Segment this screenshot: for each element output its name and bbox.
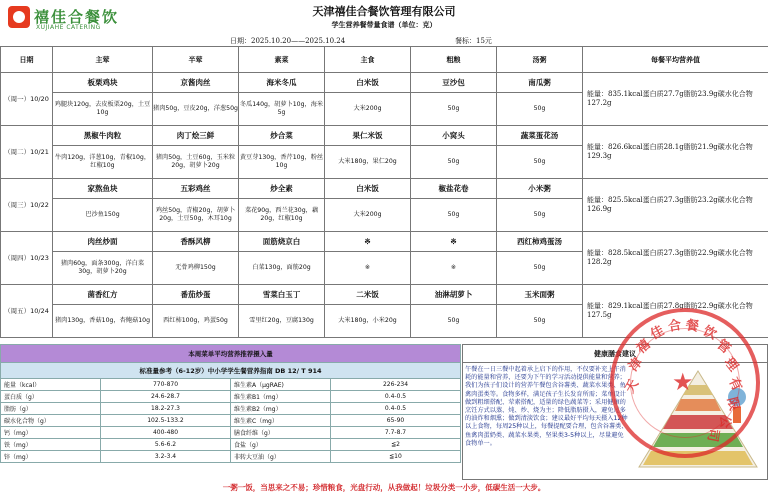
ingredient-amount: 大米180g，小米20g — [325, 305, 411, 338]
column-header: 日期 — [1, 47, 53, 73]
dish-row — [1, 179, 768, 199]
nutrient-value: ≦2 — [331, 439, 461, 451]
table-row — [1, 427, 461, 439]
nutrient-value: 18.2-27.3 — [101, 403, 231, 415]
nutrient-table-title: 本周菜单平均营养推荐摄入量 — [1, 345, 461, 363]
header — [0, 0, 768, 48]
seal-text-glyph: 合 — [667, 317, 683, 335]
menu-subtitle: 学生营养餐带量食谱（单位：克） — [331, 20, 437, 29]
ingredient-amount: 50g — [497, 305, 583, 338]
dish-row — [1, 73, 768, 93]
nutrient-value: 7.7-8.7 — [331, 427, 461, 439]
dish-row — [1, 285, 768, 305]
nutrient-standard-row — [1, 363, 461, 379]
footer-slogan: 一粥一饭，当思来之不易；珍惜粮食，光盘行动，从我做起！垃圾分类一小步，低碳生活一大步。 — [222, 483, 546, 492]
weekly-menu-table — [0, 46, 768, 338]
table-row — [1, 379, 461, 391]
day-label: （周二）10/21 — [1, 126, 53, 179]
seal-text-glyph: 禧 — [633, 337, 654, 357]
dish-name: 炒全素 — [239, 179, 325, 199]
ingredient-amount: 西红柿100g，鸡蛋50g — [153, 305, 239, 338]
nutrient-value: 770-870 — [101, 379, 231, 391]
table-header-row — [1, 47, 768, 73]
nutrient-label: 维生素B1（mg） — [231, 391, 331, 403]
column-header: 主荤 — [53, 47, 153, 73]
dish-name: 玉米面粥 — [497, 285, 583, 305]
dish-name: ※ — [411, 232, 497, 252]
nutrient-reference-table — [0, 344, 461, 463]
nutrient-label: 铁（mg） — [1, 439, 101, 451]
day-label: （周四）10/23 — [1, 232, 53, 285]
nutrient-value: ≦10 — [331, 451, 461, 463]
dish-name: 菌香红方 — [53, 285, 153, 305]
ingredient-amount: 白菜130g，面筋20g — [239, 252, 325, 285]
ingredient-amount: 猪肉60g，面条300g，洋白菜30g，胡萝卜20g — [53, 252, 153, 285]
ingredient-amount: 无骨鸡柳150g — [153, 252, 239, 285]
day-label: （周一）10/20 — [1, 73, 53, 126]
ingredient-amount: 牛肉120g，洋葱10g，青椒10g，红椒10g — [53, 146, 153, 179]
ingredient-amount: 黄豆芽130g，香芹10g，粉丝10g — [239, 146, 325, 179]
ingredient-amount: 猪肉130g，香菇10g，杏鲍菇10g — [53, 305, 153, 338]
ingredient-amount: 冬瓜140g，胡萝卜10g，海米5g — [239, 93, 325, 126]
nutrient-label: 钙（mg） — [1, 427, 101, 439]
dish-name: 香酥风柳 — [153, 232, 239, 252]
nutrition-value: 能量：835.1kcal蛋白质27.7g脂肪23.9g碳水化合物127.2g — [583, 73, 768, 126]
nutrient-label: 维生素A（μgRAE) — [231, 379, 331, 391]
seal-text-glyph: 司 — [704, 427, 722, 443]
nutrient-value: 3.2-3.4 — [101, 451, 231, 463]
ingredient-amount: ※ — [411, 252, 497, 285]
ingredient-amount: 50g — [497, 93, 583, 126]
dish-row — [1, 126, 768, 146]
nutrient-label: 能量（kcal） — [1, 379, 101, 391]
dish-name: 五彩鸡丝 — [153, 179, 239, 199]
nutrient-value: 226-234 — [331, 379, 461, 391]
nutrient-label: 锌（mg） — [1, 451, 101, 463]
dish-name: 番茄炒蛋 — [153, 285, 239, 305]
dish-name: 京酱肉丝 — [153, 73, 239, 93]
dish-name: 白米饭 — [325, 179, 411, 199]
logo-english: XUJIAHE CATERING — [36, 24, 101, 31]
company-seal — [610, 308, 760, 458]
day-label: （周五）10/24 — [1, 285, 53, 338]
dish-name: ※ — [325, 232, 411, 252]
nutrient-label: 维生素C（mg） — [231, 415, 331, 427]
day-label: （周三）10/22 — [1, 179, 53, 232]
nutrient-label: 非转大豆油（g） — [231, 451, 331, 463]
nutrient-value: 65-90 — [331, 415, 461, 427]
dish-name: 海米冬瓜 — [239, 73, 325, 93]
table-row — [1, 391, 461, 403]
seal-text-glyph: 佳 — [648, 323, 667, 343]
table-row — [1, 403, 461, 415]
ingredient-amount: 50g — [411, 93, 497, 126]
nutrient-label: 维生素B2（mg） — [231, 403, 331, 415]
seal-text-glyph: 限 — [723, 395, 742, 413]
nutrient-value: 102.5-133.2 — [101, 415, 231, 427]
dish-name: 小米粥 — [497, 179, 583, 199]
seal-text-glyph: 管 — [713, 337, 734, 357]
dish-name: 果仁米饭 — [325, 126, 411, 146]
seal-star-icon: ★ — [672, 368, 694, 396]
health-advice-text: 午餐在一日三餐中起着承上启下的作用，不仅要补充上午消耗的能量和营养，还要为下午的学习活动提供能量和营养；我们为孩子们设计的营养午餐包含谷薯类、蔬菜水果类、鱼禽肉蛋类等。食物多样，满足孩子生长发育所需；菜单设计做到粗细搭配、荤素搭配，适量的绿色蔬菜等；采用健康的烹饪方式以蒸、炖、炒、烧为主；降低脂肪摄入，避免过多的油炸和烟熏；做到清淡饮食；建议最好平均每天摄入12种以上食物，每周25种以上，每餐提配要合理，包含谷薯类、鱼禽肉蛋奶类、蔬菜水果类，坚果类3-5种以上，尽量避免食物单一。 — [465, 366, 628, 447]
nutrient-value: 24.6-28.7 — [101, 391, 231, 403]
nutrient-value: 0.4-0.5 — [331, 403, 461, 415]
dish-name: 肉丁烩三鲜 — [153, 126, 239, 146]
nutrient-table-title-row — [1, 345, 461, 363]
seal-text-glyph: 公 — [716, 414, 733, 429]
ingredient-amount: 50g — [411, 146, 497, 179]
dish-name: 油淋胡萝卜 — [411, 285, 497, 305]
nutrient-label: 膳食纤维（g） — [231, 427, 331, 439]
column-header: 粗粮 — [411, 47, 497, 73]
health-advice-title: 健康膳食建议 — [463, 345, 767, 363]
seal-text-glyph: 有 — [725, 375, 745, 394]
dish-name: 家熬鱼块 — [53, 179, 153, 199]
ingredient-amount: 大米180g，果仁20g — [325, 146, 411, 179]
dish-name: 雪菜白玉丁 — [239, 285, 325, 305]
dish-name: 面筋烧京白 — [239, 232, 325, 252]
dish-name: 二米饭 — [325, 285, 411, 305]
column-header: 主食 — [325, 47, 411, 73]
ingredient-amount: 鸡腿块120g，去皮板栗20g，土豆10g — [53, 93, 153, 126]
logo-chinese: 禧佳合餐饮 — [34, 8, 120, 26]
column-header: 半荤 — [153, 47, 239, 73]
ingredient-amount: 50g — [497, 252, 583, 285]
dish-name: 黑椒牛肉粒 — [53, 126, 153, 146]
ingredient-amount: 猪肉50g，土豆60g，玉米粒20g，胡萝卜20g — [153, 146, 239, 179]
dish-name: 椒盐花卷 — [411, 179, 497, 199]
nutrient-value: 0.4-0.5 — [331, 391, 461, 403]
seal-text-glyph: 理 — [721, 354, 741, 375]
nutrient-value: 400-480 — [101, 427, 231, 439]
ingredient-amount: 雪里红20g，豆腐130g — [239, 305, 325, 338]
company-name: 天津禧佳合餐饮管理有限公司 — [312, 5, 456, 18]
column-header: 素菜 — [239, 47, 325, 73]
ingredient-amount: 鸡丝50g，青椒20g，胡萝卜20g，土豆50g，木耳10g — [153, 199, 239, 232]
dish-name: 西红柿鸡蛋汤 — [497, 232, 583, 252]
ingredient-amount: 50g — [497, 146, 583, 179]
table-row — [1, 439, 461, 451]
seal-text-glyph: 天 — [622, 377, 642, 396]
date-range: 日期：2025.10.20——2025.10.24 — [230, 37, 346, 45]
dish-row — [1, 232, 768, 252]
dish-name: 炒合菜 — [239, 126, 325, 146]
ingredient-amount: 大米200g — [325, 93, 411, 126]
nutrient-value: 5.6-6.2 — [101, 439, 231, 451]
ingredient-amount: 50g — [497, 199, 583, 232]
seal-text-glyph: 餐 — [684, 318, 700, 335]
ingredient-amount: 巴沙鱼150g — [53, 199, 153, 232]
seal-text-glyph: 饮 — [700, 323, 719, 343]
nutrition-value: 能量：828.5kcal蛋白质27.3g脂肪22.9g碳水化合物128.2g — [583, 232, 768, 285]
table-row — [1, 451, 461, 463]
table-row — [1, 415, 461, 427]
meal-standard: 餐标：15元 — [455, 37, 492, 45]
column-header: 每餐平均营养值 — [583, 47, 768, 73]
ingredient-amount: 菜花90g，西兰花30g，藕20g，红椒10g — [239, 199, 325, 232]
nutrition-value: 能量：825.5kcal蛋白质27.3g脂肪23.2g碳水化合物126.9g — [583, 179, 768, 232]
dish-name: 板栗鸡块 — [53, 73, 153, 93]
ingredient-amount: 50g — [411, 199, 497, 232]
dish-name: 肉丝炒面 — [53, 232, 153, 252]
dish-name: 豆沙包 — [411, 73, 497, 93]
nutrient-label: 蛋白质（g） — [1, 391, 101, 403]
dish-name: 南瓜粥 — [497, 73, 583, 93]
dish-name: 小窝头 — [411, 126, 497, 146]
nutrient-label: 食盐（g） — [231, 439, 331, 451]
nutrition-value: 能量：829.1kcal蛋白质27.8g脂肪22.9g碳水化合物127.5g — [583, 285, 768, 338]
nutrient-label: 碳水化合物（g） — [1, 415, 101, 427]
ingredient-amount: 大米200g — [325, 199, 411, 232]
ingredient-amount: 50g — [411, 305, 497, 338]
seal-text-glyph: 津 — [626, 354, 646, 375]
dish-name: 白米饭 — [325, 73, 411, 93]
nutrition-value: 能量：826.6kcal蛋白质28.1g脂肪21.9g碳水化合物129.3g — [583, 126, 768, 179]
column-header: 汤粥 — [497, 47, 583, 73]
nutrient-label: 脂肪（g） — [1, 403, 101, 415]
dish-name: 蔬菜蛋花汤 — [497, 126, 583, 146]
ingredient-amount: 猪肉50g，豆皮20g，洋葱50g — [153, 93, 239, 126]
ingredient-amount: ※ — [325, 252, 411, 285]
nutrient-standard: 标准量参考（6-12岁）中小学学生餐营养指南 DB 12/ T 914 — [1, 363, 461, 379]
